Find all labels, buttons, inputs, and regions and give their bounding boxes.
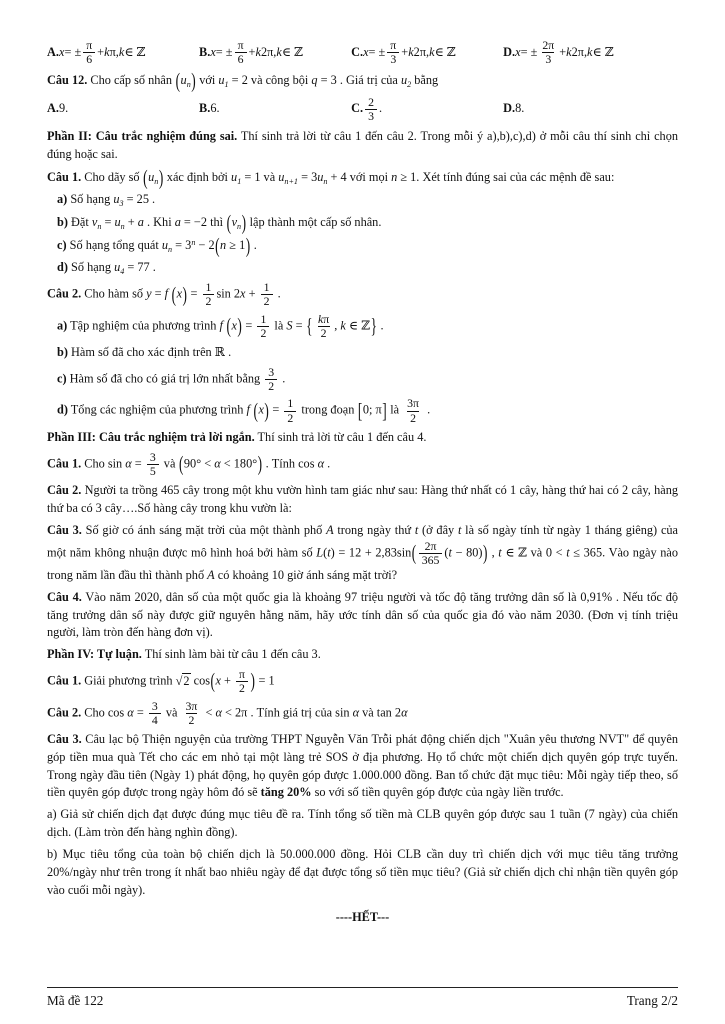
math-variable: u (317, 169, 324, 184)
math-variable: u (114, 215, 121, 230)
bold-text: B. (199, 44, 211, 59)
p4-cau3-item-a: a) Giả sử chiến dịch đạt được đúng mục tiêu đề ra. Tính tổng số tiền mà CLB quyên góp được sau 1 tuần (7 ngày) của chiến dịch. (Làm tròn đến hàng nghìn đồng). (47, 807, 678, 840)
math-variable: k (276, 44, 282, 59)
stretchy-delimiter: ( (175, 68, 181, 93)
denominator: 2 (186, 713, 198, 727)
bold-text: Câu 3. (47, 731, 82, 746)
numerator: π (239, 667, 245, 682)
stretchy-delimiter: ( (178, 451, 184, 476)
stretchy-delimiter: ) (191, 68, 196, 93)
math-variable: α (214, 456, 221, 471)
math-variable: k (255, 44, 261, 59)
math-variable: t (327, 545, 331, 560)
stretchy-delimiter: ) (237, 313, 242, 338)
p2-cau1-item-c: c) Số hạng tổng quát $u_n = 3^n - 2(n \ge 1)$ . (47, 236, 678, 255)
stretchy-delimiter: ( (226, 313, 231, 338)
stretchy-delimiter: ) (158, 165, 164, 190)
cau12-answer-options-cell: D. 8. (503, 100, 678, 118)
stretchy-delimiter: ) (483, 540, 488, 565)
bold-text: Câu 4. (47, 589, 82, 604)
math-variable: x (231, 318, 237, 333)
subscript: 4 (120, 267, 125, 277)
math-variable: x (215, 673, 221, 688)
stretchy-delimiter: ( (253, 398, 258, 423)
subscript: 1 (237, 176, 242, 186)
subscript: 3 (119, 198, 124, 208)
math-variable: q (311, 73, 318, 88)
stretchy-delimiter: ) (257, 451, 263, 476)
numerator: 1 (260, 311, 267, 326)
math-variable: v (231, 215, 238, 230)
fraction (404, 397, 422, 424)
stretchy-delimiter: ) (182, 281, 187, 306)
bold-text: B. (199, 101, 211, 116)
math-variable: y (146, 286, 152, 301)
denominator: 2 (284, 411, 296, 425)
subscript: n (323, 176, 328, 186)
bold-text: Phần III: Câu trắc nghiệm trả lời ngắn. (47, 429, 255, 444)
stretchy-delimiter: ( (210, 668, 215, 693)
subscript: n (97, 221, 102, 231)
stretchy-delimiter: ) (264, 398, 269, 423)
math-variable: k (104, 44, 110, 59)
numerator: 3π (407, 396, 420, 411)
page-number: Trang 2/2 (626, 992, 678, 1008)
stretchy-delimiter: ( (171, 281, 177, 306)
p4-cau1-question: Câu 1. Giải phương trình √2 cos(x + $\frac{\pi}{2}$ ) = 1 (47, 667, 275, 696)
cau12-answer-options-cell: A. 9. (47, 100, 199, 118)
fraction (419, 540, 443, 567)
p2-cau2-item-c: c) Hàm số đã cho có giá trị lớn nhất bằng $\frac{3}{2}$ . (57, 364, 286, 394)
fraction (235, 39, 247, 66)
p2-cau1-question: Câu 1. Cho dãy số $(u_n)$ xác định bởi $u_1 = 1$ và $u_{n+1} = 3u_n + 4$ với mọi n ≥ 1. Xét tính đúng sai của các mệnh đề sau: (47, 168, 678, 187)
math-variable: u (114, 260, 121, 275)
math-variable: u (161, 238, 169, 253)
math-variable: α (127, 705, 134, 720)
math-variable: α (401, 705, 408, 720)
math-variable: A (326, 522, 334, 537)
math-variable: u (180, 73, 187, 88)
bold-text: d) (57, 402, 68, 417)
denominator: 2 (407, 411, 419, 425)
bold-text: Phần IV: Tự luận. (47, 647, 142, 662)
bold-text: Câu 12. (47, 73, 88, 88)
p2-cau2-item-b: b) Hàm số đã cho xác định trên ℝ . (57, 345, 232, 360)
cau11-answer-options-cell: A. x = ± $\frac{\pi}{6}$ + k π, k ∈ ℤ (47, 38, 146, 67)
math-variable: u (218, 73, 225, 88)
math-variable: k (566, 44, 572, 59)
p2-cau1-item-d: d) Số hạng $u_4 = 77$ . (57, 260, 156, 277)
cau12-answer-options-cell: B. 6. (199, 100, 351, 118)
bold-text: Phần II: Câu trắc nghiệm đúng sai. (47, 129, 238, 144)
bold-text: Câu 2. (47, 286, 82, 301)
math-variable: x (363, 44, 369, 59)
p3-cau1-question: Câu 1. Cho sin α = $\frac{3}{5}$ và (90° < α < 180°) . Tính cos α . (47, 449, 331, 478)
math-variable: k (318, 311, 324, 326)
bold-text: Câu 1. (47, 169, 82, 184)
p2-cau2-item-a: a) Tập nghiệm của phương trình f (x) = $\frac{1}{2}$ là S = { $\frac{k\pi}{2}$ , k ∈ ℤ} . (57, 311, 384, 340)
fraction (315, 313, 332, 340)
numerator: 1 (287, 396, 294, 411)
phan-iv-heading: Phần IV: Tự luận. Thí sinh làm bài từ câu 1 đến câu 3. (47, 647, 321, 662)
page-footer (47, 987, 678, 1010)
math-variable: n (220, 238, 227, 253)
math-variable: f (164, 286, 169, 301)
stretchy-delimiter: ) (241, 210, 247, 235)
math-variable: k (587, 44, 593, 59)
subscript: n (154, 176, 159, 186)
bold-text: D. (503, 44, 516, 59)
fraction (83, 39, 95, 66)
p3-cau2-question: Câu 2. Người ta trồng 465 cây trong một khu vườn hình tam giác như sau: Hàng thứ nhất có 1 cây, hàng thứ hai có 2 cây, hàng thứ ba có 3 cây….Số hàng cây trong khu vườn là: (47, 483, 678, 515)
math-variable: x (515, 44, 521, 59)
fraction (365, 96, 377, 123)
stretchy-delimiter: { (306, 313, 313, 338)
math-variable: x (58, 44, 65, 59)
radical-sign: √ (175, 673, 183, 688)
bold-text: A. (47, 44, 59, 59)
p2-cau1-item-a: a) Số hạng $u_3 = 25$ . (57, 192, 156, 208)
cau12-question: Câu 12. Cho cấp số nhân $(u_n)$ với $u_1 = 2$ và công bội q = 3 . Giá trị của $u_2$ bằng (47, 71, 678, 90)
stretchy-delimiter: ( (143, 165, 148, 190)
math-variable: A (207, 567, 215, 582)
stretchy-delimiter: ) (250, 668, 255, 693)
math-variable: t (448, 545, 452, 560)
math-variable: t (566, 545, 570, 560)
math-variable: S (286, 318, 293, 333)
p2-cau1-item-b: b) Đặt $v_n = u_n + a$ . Khi a = −2 thì $(v_n)$ lập thành một cấp số nhân. (47, 213, 678, 232)
subscript: n+1 (284, 176, 298, 186)
numerator: π (390, 38, 397, 52)
math-variable: t (414, 522, 419, 537)
denominator: 2 (203, 294, 215, 308)
fraction (387, 39, 399, 66)
p2-cau2-question: Câu 2. Cho hàm số y = f (x) = $\frac{1}{2}$ sin 2x + $\frac{1}{2}$ . (47, 280, 281, 309)
numerator: 2 (368, 94, 374, 109)
bold-text: b) (57, 215, 68, 230)
bold-text: b) (57, 345, 68, 360)
fraction (539, 39, 557, 66)
fraction (284, 397, 296, 424)
math-variable: x (176, 286, 183, 301)
fraction (236, 668, 248, 695)
numerator: 1 (263, 280, 270, 295)
denominator: 3 (387, 52, 399, 66)
bold-text: C. (351, 44, 364, 59)
numerator: π (237, 38, 244, 52)
numerator: 3 (268, 364, 275, 379)
bold-text: Câu 2. (47, 483, 82, 498)
math-variable: u (113, 192, 120, 207)
math-variable: k (429, 44, 435, 59)
cau11-answer-options-cell: D. x = ± $\frac{2\pi}{3}$ + k 2π, k ∈ ℤ (503, 38, 614, 67)
numerator: 1 (205, 280, 212, 295)
fraction (257, 313, 269, 340)
stretchy-delimiter: ( (215, 233, 220, 258)
bold-text: c) (57, 371, 67, 386)
math-variable: a (137, 215, 144, 230)
stretchy-delimiter: ( (226, 210, 232, 235)
bold-text: D. (503, 101, 516, 116)
cau11-answer-options-cell: B. x = ± $\frac{\pi}{6}$ + k 2π, k ∈ ℤ (199, 38, 303, 67)
stretchy-delimiter: [ (357, 398, 363, 423)
superscript: n (191, 237, 196, 247)
bold-text: A. (47, 101, 59, 116)
radicand: 2 (183, 673, 190, 688)
denominator: 6 (235, 52, 247, 66)
fraction (203, 281, 215, 308)
cau12-answer-options-cell: C. $\frac{2}{3}$ . (351, 94, 383, 123)
math-variable: k (340, 318, 346, 333)
math-variable: u (231, 169, 238, 184)
bold-text: tăng 20% (260, 785, 312, 800)
stretchy-delimiter: ] (382, 398, 387, 423)
denominator: 2 (261, 294, 273, 308)
bold-text: Câu 3. (47, 522, 82, 537)
math-variable: f (246, 402, 250, 417)
bold-text: a) (57, 318, 68, 333)
math-variable: t (498, 545, 502, 560)
numerator: 2π (542, 38, 555, 52)
subscript: n (120, 221, 125, 231)
subscript: n (168, 245, 173, 255)
math-variable: k (118, 44, 125, 59)
fraction (183, 700, 201, 727)
fraction (147, 451, 159, 478)
fraction (149, 700, 161, 727)
math-variable: α (352, 705, 360, 720)
subscript: 2 (407, 80, 412, 90)
p2-cau2-item-d: d) Tổng các nghiệm của phương trình f (x) = $\frac{1}{2}$ trong đoạn [0; π] là $\frac{3\pi}{2}$ . (57, 396, 431, 425)
denominator: 3 (542, 52, 554, 66)
math-variable: α (317, 456, 325, 471)
math-variable: L (316, 545, 324, 560)
numerator: 3 (149, 449, 156, 464)
bold-text: Câu 2. (47, 705, 82, 720)
fraction (265, 366, 277, 393)
subscript: 1 (224, 80, 229, 90)
math-variable: x (258, 402, 264, 417)
bold-text: c) (57, 238, 67, 253)
end-marker (47, 909, 678, 927)
math-variable: u (148, 169, 155, 184)
denominator: 5 (147, 464, 159, 478)
denominator: 4 (149, 713, 161, 727)
math-variable: k (408, 44, 414, 59)
bold-text: a) (57, 192, 68, 207)
p3-cau4-question: Câu 4. Vào năm 2020, dân số của một quốc gia là khoảng 97 triệu người và tốc độ tăng trưởng dân số là 0,91% . Nếu tốc độ tăng trưởng dân số này được giữ nguyên hằng năm, hãy ước tính dân số của quốc gia đó vào năm 2030. (Đơn vị tính triệu người, làm tròn đến hàng đơn vị). (47, 589, 678, 640)
fraction (261, 281, 273, 308)
denominator: 365 (419, 553, 443, 567)
p4-cau3-item-b: b) Mục tiêu tổng của toàn bộ chiến dịch là 50.000.000 đồng. Hỏi CLB cần duy trì chiến dịch với mục tiêu tăng trưởng 20%/ngày như trên trong ít nhất bao nhiêu ngày để đạt được tổng số tiền mục tiêu? (Giả sử chiến dịch chỉ nhận tiền quyên góp vào cuối mỗi ngày). (47, 846, 678, 897)
phan-iii-heading: Phần III: Câu trắc nghiệm trả lời ngắn. Thí sinh trả lời từ câu 1 đến câu 4. (47, 429, 427, 444)
math-variable: α (215, 705, 222, 720)
bold-text: C. (351, 101, 364, 116)
cau12-answer-options (47, 96, 678, 123)
denominator: 2 (236, 681, 248, 695)
math-variable: a (174, 215, 181, 230)
numerator: 3 (151, 698, 158, 713)
bold-text: ----HẾT--- (335, 910, 390, 925)
square-root (176, 674, 191, 688)
numerator: kπ (318, 311, 330, 326)
denominator: 2 (265, 379, 277, 393)
subscript: n (237, 221, 242, 231)
math-variable: x (210, 44, 216, 59)
p4-cau2-question: Câu 2. Cho cos α = $\frac{3}{4}$ và $\frac{3\pi}{2}$ < α < 2π . Tính giá trị của sin α và tan 2α (47, 698, 408, 727)
numerator: 3π (185, 698, 198, 713)
math-variable: u (278, 169, 285, 184)
math-variable: α (125, 456, 132, 471)
exam-code: Mã đề 122 (47, 992, 104, 1008)
math-variable: v (91, 215, 98, 230)
p3-cau3-question: Câu 3. Số giờ có ánh sáng mặt trời của một thành phố A trong ngày thứ t (ở đây t là số ngày tính từ ngày 1 tháng giêng) của một năm không nhuận được mô hình hoá bởi hàm số L(t) = 12 + 2,83sin( $\frac{2\pi}{365}$ (t − 80)) , t ∈ ℤ và 0 < t ≤ 365. Vào ngày nào trong năm lần đầu thì thành phố A có khoảng 10 giờ ánh sáng mặt trời? (47, 522, 678, 582)
phan-ii-heading: Phần II: Câu trắc nghiệm đúng sai. Thí sinh trả lời từ câu 1 đến câu 2. Trong mỗi ý a),b),c),d) ở mỗi câu thí sinh chỉ chọn đúng hoặc sai. (47, 129, 678, 161)
denominator: 6 (83, 52, 95, 66)
stretchy-delimiter: ( (411, 540, 417, 565)
math-variable: u (400, 73, 408, 88)
cau11-answer-options-cell: C. x = ± $\frac{\pi}{3}$ + k 2π, k ∈ ℤ (351, 38, 456, 67)
denominator: 2 (257, 326, 269, 340)
cau11-answer-options (47, 39, 678, 66)
bold-text: Câu 1. (47, 456, 82, 471)
denominator: 3 (365, 109, 377, 123)
p4-cau3-question: Câu 3. Câu lạc bộ Thiện nguyện của trường THPT Nguyễn Văn Trỗi phát động chiến dịch "Xuân yêu thương NVT" để quyên góp tiền mua quà Tết cho các em nhỏ tại một làng trẻ SOS ở địa phương. Họ tổ chức một chiến dịch quyên góp trực tuyến. Trong ngày đầu tiên (Ngày 1) phát động, họ quyên góp được 1.000.000 đồng. Ban tổ chức đặt mục tiêu: Mỗi ngày tiếp theo, số tiền quyên góp được trong ngày hôm đó sẽ tăng 20% so với số tiền quyên góp được của ngày liền trước. (47, 731, 678, 800)
math-variable: f (219, 318, 223, 333)
bold-text: Câu 1. (47, 673, 82, 688)
numerator: π (86, 38, 93, 52)
math-variable: t (457, 522, 462, 537)
numerator: 2π (424, 538, 437, 553)
stretchy-delimiter: ) (245, 233, 251, 258)
math-variable: n (391, 169, 398, 184)
subscript: n (186, 80, 191, 90)
denominator: 2 (318, 326, 330, 340)
document-content (47, 34, 678, 981)
stretchy-delimiter: } (370, 313, 377, 338)
math-variable: x (240, 286, 246, 301)
bold-text: d) (57, 260, 68, 275)
